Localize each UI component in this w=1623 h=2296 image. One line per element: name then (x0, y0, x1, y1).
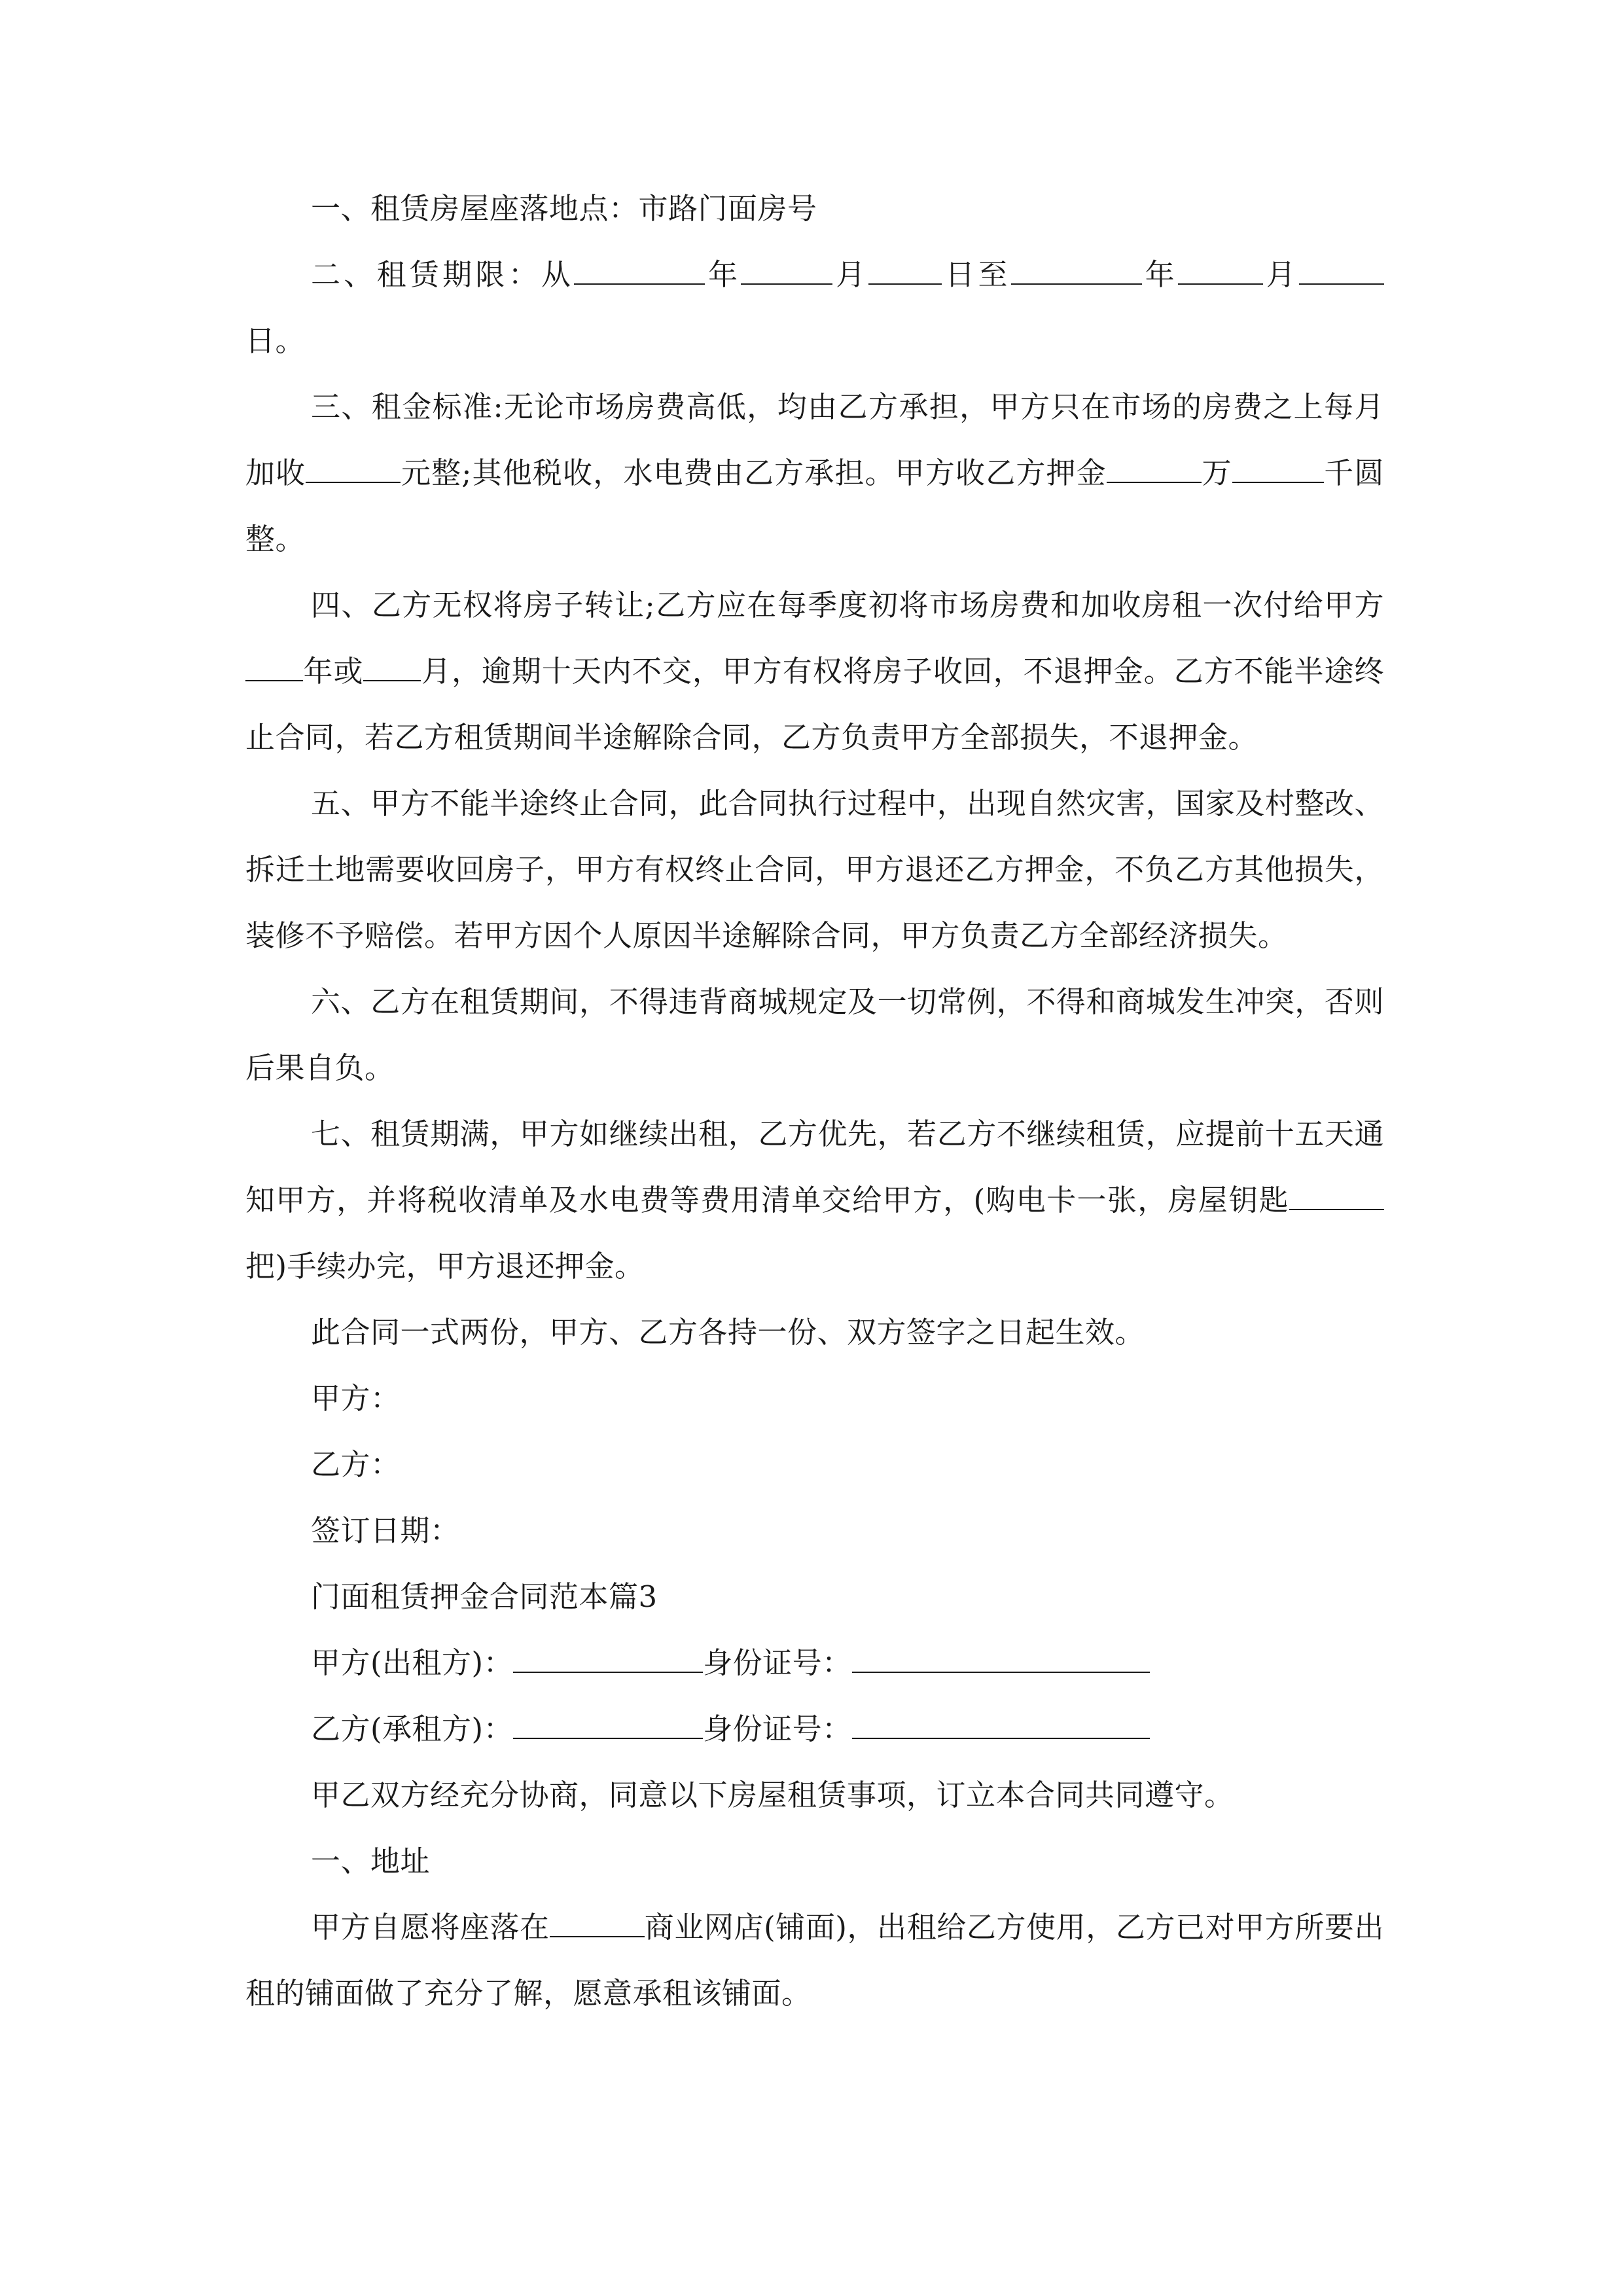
lessee-name-blank[interactable] (513, 1709, 703, 1739)
clause-text: 一、租赁房屋座落地点：市路门面房号 (311, 191, 817, 226)
clause-text: 此合同一式两份，甲方、乙方各持一份、双方签字之日起生效。 (311, 1315, 1145, 1350)
clause-text: 月，逾期十天内不交，甲方有权将房子收回，不退押金。乙方不能半途终止合同，若乙方租赁期间半途解除合同，乙方负责甲方全部损失，不退押金。 (245, 654, 1384, 755)
field-label: 甲方(出租方)： (311, 1645, 514, 1680)
blank-field[interactable] (741, 255, 832, 285)
signature-label: 乙方： (311, 1447, 401, 1482)
heading-text: 一、地址 (311, 1844, 431, 1878)
signature-label: 甲方： (311, 1381, 401, 1416)
blank-field[interactable] (1178, 255, 1263, 285)
clause-text: 月 (832, 257, 869, 292)
clause-text: 日至 (942, 257, 1011, 292)
clause-expiry (245, 1101, 1384, 1299)
blank-field[interactable] (245, 651, 303, 681)
clause-text: 商业网店(铺面)，出租给乙方使用，乙方已对甲方所要出租的铺面做了充分了解，愿意承租该铺面。 (245, 1910, 1384, 2011)
blank-field[interactable] (868, 255, 942, 285)
blank-field[interactable] (1299, 255, 1384, 285)
heading-text: 门面租赁押金合同范本篇3 (311, 1579, 658, 1614)
blank-field[interactable] (550, 1907, 645, 1937)
clause-conduct (245, 969, 1384, 1101)
clause-address (245, 1894, 1384, 2026)
clause-text: 五、甲方不能半途终止合同，此合同执行过程中，出现自然灾害，国家及村整改、拆迁土地需要收回房子，甲方有权终止合同，甲方退还乙方押金，不负乙方其他损失，装修不予赔偿。若甲方因个人原因半途解除合同，甲方负责乙方全部经济损失。 (245, 786, 1384, 953)
blank-field[interactable] (363, 651, 421, 681)
clause-rent (245, 374, 1384, 572)
clause-text: 年或 (303, 654, 364, 689)
clause-text: 千圆整。 (245, 456, 1384, 556)
field-label: 身份证号： (703, 1712, 852, 1746)
clause-text: 年 (705, 257, 741, 292)
lessor-row (245, 1630, 1384, 1696)
lessee-row (245, 1696, 1384, 1762)
field-label: 身份证号： (703, 1645, 852, 1680)
clause-text: 七、租赁期满，甲方如继续出租，乙方优先，若乙方不继续租赁，应提前十五天通知甲方，并将税收清单及水电费等费用清单交给甲方，(购电卡一张，房屋钥匙 (245, 1117, 1384, 1217)
clause-text: 年 (1141, 257, 1178, 292)
clause-text: 四、乙方无权将房子转让;乙方应在每季度初将市场房费和加收房租一次付给甲方 (311, 588, 1384, 622)
clause-text: 甲方自愿将座落在 (311, 1910, 550, 1945)
blank-field[interactable] (1011, 255, 1142, 285)
blank-field[interactable] (306, 453, 401, 483)
clause-text: 六、乙方在租赁期间，不得违背商城规定及一切常例，不得和商城发生冲突，否则后果自负。 (245, 984, 1384, 1085)
blank-field[interactable] (1289, 1180, 1384, 1210)
effective-clause (245, 1299, 1384, 1365)
signing-date (245, 1498, 1384, 1564)
party-b-signature (245, 1431, 1384, 1498)
agreement-intro (245, 1762, 1384, 1828)
lessee-id-blank[interactable] (852, 1709, 1150, 1739)
clause-text: 元整;其他税收，水电费由乙方承担。甲方收乙方押金 (401, 456, 1107, 490)
field-label: 乙方(承租方)： (311, 1712, 514, 1746)
blank-field[interactable] (574, 255, 705, 285)
clause-lease-term (245, 242, 1384, 374)
blank-field[interactable] (1107, 453, 1202, 483)
section-heading (245, 1564, 1384, 1630)
signature-label: 签订日期： (311, 1513, 460, 1548)
blank-field[interactable] (1232, 453, 1324, 483)
document-body (245, 175, 1384, 2026)
clause-text: 三、租金标准:无论市场房费高低，均由乙方承担，甲方只在市场的房费之上每月加收 (245, 389, 1384, 490)
clause-text: 甲乙双方经充分协商，同意以下房屋租赁事项，订立本合同共同遵守。 (311, 1778, 1234, 1812)
lessor-id-blank[interactable] (852, 1643, 1150, 1673)
clause-text: 日。 (245, 323, 306, 358)
party-a-signature (245, 1365, 1384, 1431)
address-heading (245, 1828, 1384, 1894)
clause-termination (245, 770, 1384, 969)
lessor-name-blank[interactable] (513, 1643, 703, 1673)
clause-location (245, 175, 1384, 242)
clause-transfer (245, 572, 1384, 770)
clause-text: 月 (1262, 257, 1299, 292)
clause-text: 把)手续办完，甲方退还押金。 (245, 1249, 645, 1283)
clause-text: 万 (1201, 456, 1232, 490)
clause-text: 二、租赁期限：从 (311, 257, 575, 292)
